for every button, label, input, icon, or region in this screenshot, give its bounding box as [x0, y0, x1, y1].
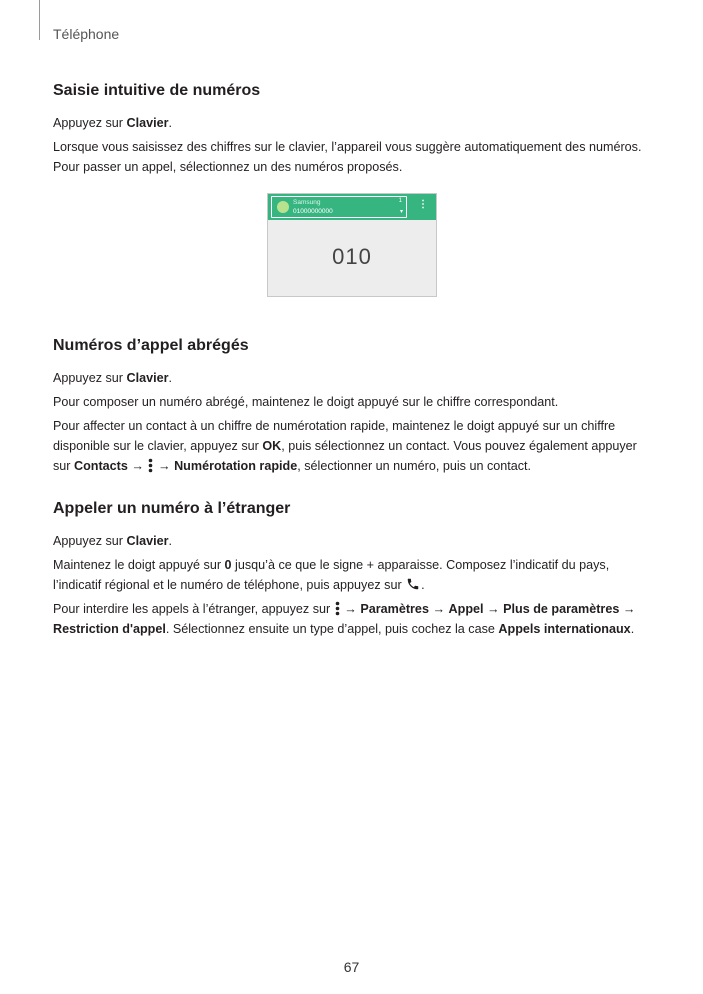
section-abreges [53, 337, 653, 476]
more-options-icon [335, 601, 340, 616]
section-title: Numéros d’appel abrégés [53, 337, 249, 354]
section-title: Appeler un numéro à l’étranger [53, 500, 291, 517]
section-title: Saisie intuitive de numéros [53, 82, 261, 99]
more-options-icon[interactable]: ⋮ [418, 199, 428, 210]
caret-down-icon[interactable]: ▾ [399, 209, 403, 215]
paragraph: Pour affecter un contact à un chiffre de numérotation rapide, maintenez le doigt appuyé sur un chiffre disponible sur le clavier, appuyez sur OK, puis sélectionnez un contact. Vous pouvez également appuyer sur Contacts → → Numérotation rapide, sélectionner un numéro, puis un contact. [53, 419, 637, 473]
page-number: 67 [343, 959, 360, 975]
suggestion-count: 1 [398, 198, 402, 204]
paragraph: Appuyez sur Clavier. [53, 116, 173, 130]
contact-avatar-icon [277, 201, 289, 213]
paragraph: Maintenez le doigt appuyé sur 0 jusqu’à ce que le signe + apparaisse. Composez l’indicatif du pays, l’indicatif régional et le numéro de téléphone, puis appuyez sur . [53, 558, 610, 592]
dialer-screenshot [267, 193, 437, 297]
suggestion-bar [268, 194, 436, 220]
suggested-contact-number: 01000000000 [293, 208, 333, 215]
paragraph: Appuyez sur Clavier. [53, 371, 173, 385]
section-etranger [53, 500, 653, 639]
header-rule [39, 0, 40, 40]
section-saisie [53, 82, 653, 297]
phone-call-icon [406, 577, 420, 591]
paragraph: Lorsque vous saisissez des chiffres sur le clavier, l’appareil vous suggère automatiquement des numéros. Pour passer un appel, sélectionnez un des numéros proposés. [53, 140, 642, 174]
page-content [53, 82, 653, 643]
paragraph: Pour interdire les appels à l’étranger, appuyez sur → Paramètres → Appel → Plus de paramètres → Restriction d'appel. Sélectionnez ensuite un type d’appel, puis cochez la case Appels internationaux. [53, 602, 636, 636]
suggested-contact-name: Samsung [293, 199, 321, 206]
chapter-title: Téléphone [53, 26, 120, 42]
typed-number: 010 [332, 244, 372, 269]
paragraph: Pour composer un numéro abrégé, maintenez le doigt appuyé sur le chiffre correspondant. [53, 395, 559, 409]
suggested-contact[interactable] [271, 196, 407, 218]
paragraph: Appuyez sur Clavier. [53, 534, 173, 548]
more-options-icon [148, 458, 153, 473]
